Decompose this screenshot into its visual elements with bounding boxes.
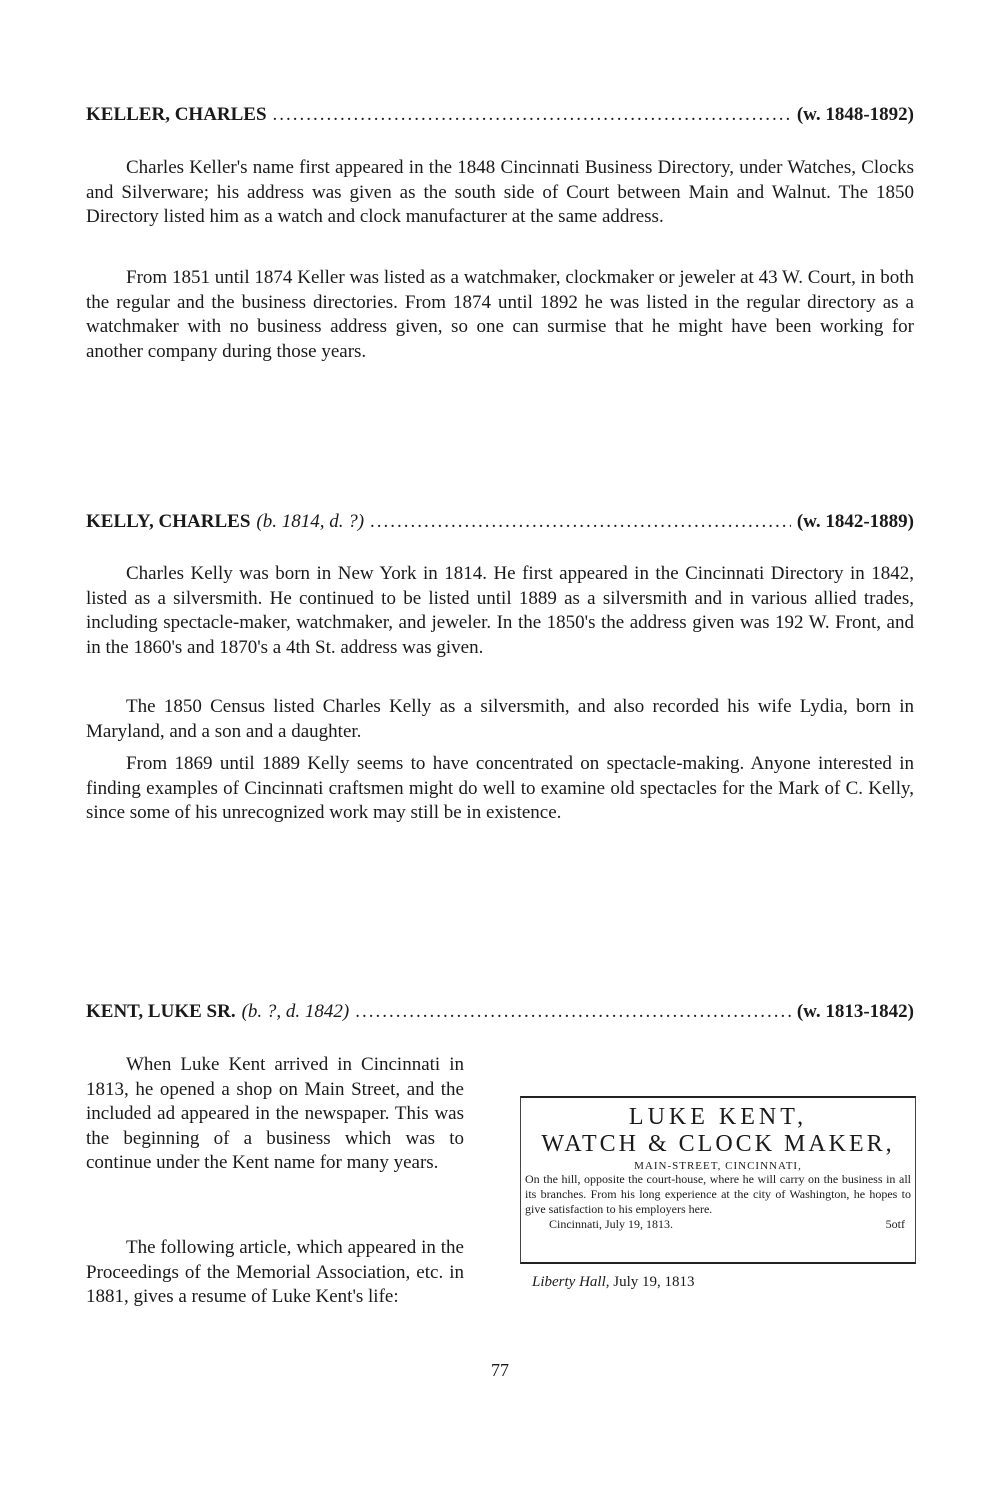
newspaper-advertisement (520, 1096, 916, 1264)
entry-dates: (w. 1842-1889) (796, 511, 914, 532)
paragraph: When Luke Kent arrived in Cincinnati in 1813, he opened a shop on Main Street, and the included ad appeared in the newspaper. This was the beginning of a business which was to continue under the Kent name for many years. (86, 1054, 464, 1173)
entry-heading-kelly (86, 511, 914, 533)
entry-heading-kent (86, 1001, 914, 1023)
leader-dots (370, 511, 791, 533)
paragraph: Charles Kelly was born in New York in 1814. He first appeared in the Cincinnati Directory in 1842, listed as a silversmith. He continued to be listed until 1889 as a silversmith and in various allied trades, including spectacle-maker, watchmaker, and jeweler. In the 1850's the address given was 192 W. Front, and in the 1860's and 1870's a 4th St. address was given. (86, 563, 914, 658)
caption-source: Liberty Hall, (532, 1274, 610, 1290)
paragraph: Charles Keller's name first appeared in the 1848 Cincinnati Business Directory, under Watches, Clocks and Silverware; his address was given as the south side of Court between Main and Walnut. The 1850 Directory listed him as a watch and clock manufacturer at the same address. (86, 157, 914, 227)
entry-dates: (w. 1848-1892) (796, 104, 914, 125)
paragraph: From 1869 until 1889 Kelly seems to have concentrated on spectacle-making. Anyone interested in finding examples of Cincinnati craftsmen might do well to examine old spectacles for the Mark of C. Kelly, since some of his unrecognized work may still be in existence. (86, 753, 914, 823)
ad-subtitle: WATCH & CLOCK MAKER, (541, 1131, 895, 1157)
paragraph: From 1851 until 1874 Keller was listed as a watchmaker, clockmaker or jeweler at 43 W. Court, in both the regular and the business directories. From 1874 until 1892 he was listed in the regular directory as a watchmaker with no business address given, so one can surmise that he might have been working for another company during those years. (86, 267, 914, 362)
entry-name: KELLY, CHARLES (86, 511, 251, 532)
entry-life-dates: (b. 1814, d. ?) (256, 511, 365, 532)
entry-dates: (w. 1813-1842) (796, 1001, 914, 1022)
ad-body: On the hill, opposite the court-house, where he will carry on the business in all its branches. From his long experience at the city of Washington, he hopes to give satisfaction to his employers here. (525, 1172, 911, 1216)
ad-footer (521, 1217, 915, 1232)
entry-life-dates: (b. ?, d. 1842) (241, 1001, 350, 1022)
entry-heading-keller (86, 104, 914, 126)
paragraph: The 1850 Census listed Charles Kelly as a silversmith, and also recorded his wife Lydia, born in Maryland, and a son and a daughter. (86, 696, 914, 742)
ad-title: LUKE KENT, (628, 1104, 808, 1130)
leader-dots (273, 104, 791, 126)
paragraph-proceedings (86, 1236, 464, 1310)
ad-street: MAIN-STREET, CINCINNATI, (634, 1160, 802, 1172)
ad-date: Cincinnati, July 19, 1813. (549, 1217, 673, 1231)
page-number: 77 (491, 1360, 509, 1380)
entry-name: KELLER, CHARLES (86, 104, 267, 125)
ad-caption (532, 1274, 695, 1291)
caption-date: July 19, 1813 (613, 1274, 695, 1290)
paragraph-text: The following article, which appeared in the Proceedings of the Memorial Association, etc. in 1881, gives a resume of Luke Kent's life: (86, 1237, 464, 1307)
leader-dots (355, 1001, 791, 1023)
ad-code: 5otf (885, 1217, 905, 1231)
entry-name: KENT, LUKE SR. (86, 1001, 236, 1022)
